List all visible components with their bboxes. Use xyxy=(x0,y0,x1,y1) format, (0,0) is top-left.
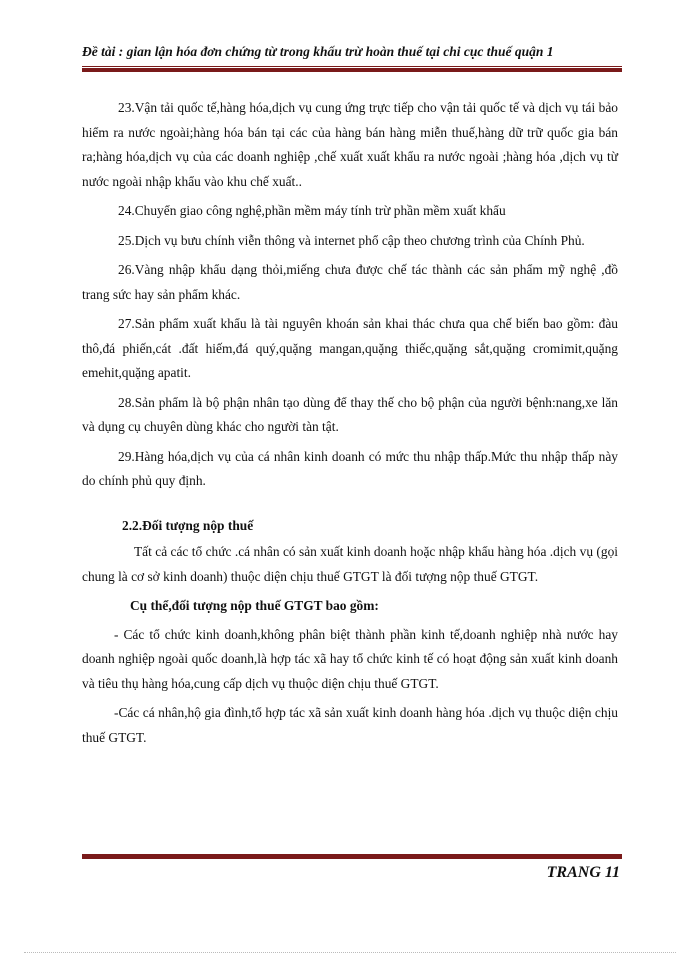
document-body xyxy=(82,96,618,755)
section-heading: 2.2.Đối tượng nộp thuế xyxy=(122,517,254,533)
list-item-29: 29.Hàng hóa,dịch vụ của cá nhân kinh doanh có mức thu nhập thấp.Mức thu nhập thấp này do chính phủ quy định. xyxy=(82,448,618,488)
list-item-28: 28.Sản phẩm là bộ phận nhân tạo dùng để thay thế cho bộ phận của người bệnh:nang,xe lăn và dụng cụ chuyên dùng khác cho người tàn tật. xyxy=(82,394,618,434)
list-item-25: 25.Dịch vụ bưu chính viễn thông và internet phổ cập theo chương trình của Chính Phủ. xyxy=(118,232,585,248)
section-subheading: Cụ thể,đối tượng nộp thuế GTGT bao gồm: xyxy=(130,598,379,613)
page-number: TRANG 11 xyxy=(546,864,620,881)
section-point-2: -Các cá nhân,hộ gia đình,tổ hợp tác xã sản xuất kinh doanh hàng hóa .dịch vụ thuộc diện chịu thuế GTGT. xyxy=(82,705,618,745)
list-item-23: 23.Vận tải quốc tế,hàng hóa,dịch vụ cung ứng trực tiếp cho vận tải quốc tế và dịch vụ tái bảo hiểm ra nước ngoài;hàng hóa bán tại các của hàng bán hàng miễn thuế,hàng dữ trữ quốc gia bán ra;hàng hóa,dịch vụ của các doanh nghiệp ,chế xuất xuất khẩu ra nước ngoài ;hàng hóa ,dịch vụ từ nước ngoài nhập khẩu vào khu chế xuất.. xyxy=(82,100,618,189)
list-item-24: 24.Chuyển giao công nghệ,phần mềm máy tính trừ phần mềm xuất khẩu xyxy=(118,203,506,218)
page-header-title: Đề tài : gian lận hóa đơn chứng từ trong khấu trừ hoàn thuế tại chi cục thuế quận 1 xyxy=(82,44,554,59)
section-intro: Tất cả các tổ chức .cá nhân có sản xuất kinh doanh hoặc nhập khẩu hàng hóa .dịch vụ (gọi chung là cơ sở kinh doanh) thuộc diện chịu thuế GTGT là đối tượng nộp thuế GTGT. xyxy=(82,544,618,584)
list-item-27: 27.Sản phẩm xuất khẩu là tài nguyên khoán sản khai thác chưa qua chế biến bao gồm: đàu thô,đá phiến,cát .đất hiếm,đá quý,quặng mangan,quặng thiếc,quặng sắt,quặng cromimit,quặng emehit,quặng apatit. xyxy=(82,316,618,380)
footer-divider xyxy=(82,853,622,859)
section-point-1: - Các tổ chức kinh doanh,không phân biệt thành phần kinh tế,doanh nghiệp nhà nước hay doanh nghiệp ngoài quốc doanh,là hợp tác xã hay tổ chức kinh tế có hoạt động sản xuất kinh doanh và tiêu thụ hàng hóa,cung cấp dịch vụ thuộc diện chịu thuế GTGT. xyxy=(82,626,618,691)
page-edge-guide xyxy=(24,952,676,953)
list-item-26: 26.Vàng nhập khẩu dạng thỏi,miếng chưa được chế tác thành các sản phẩm mỹ nghệ ,đồ trang sức hay sản phẩm khác. xyxy=(82,262,618,302)
header-divider xyxy=(82,66,622,72)
